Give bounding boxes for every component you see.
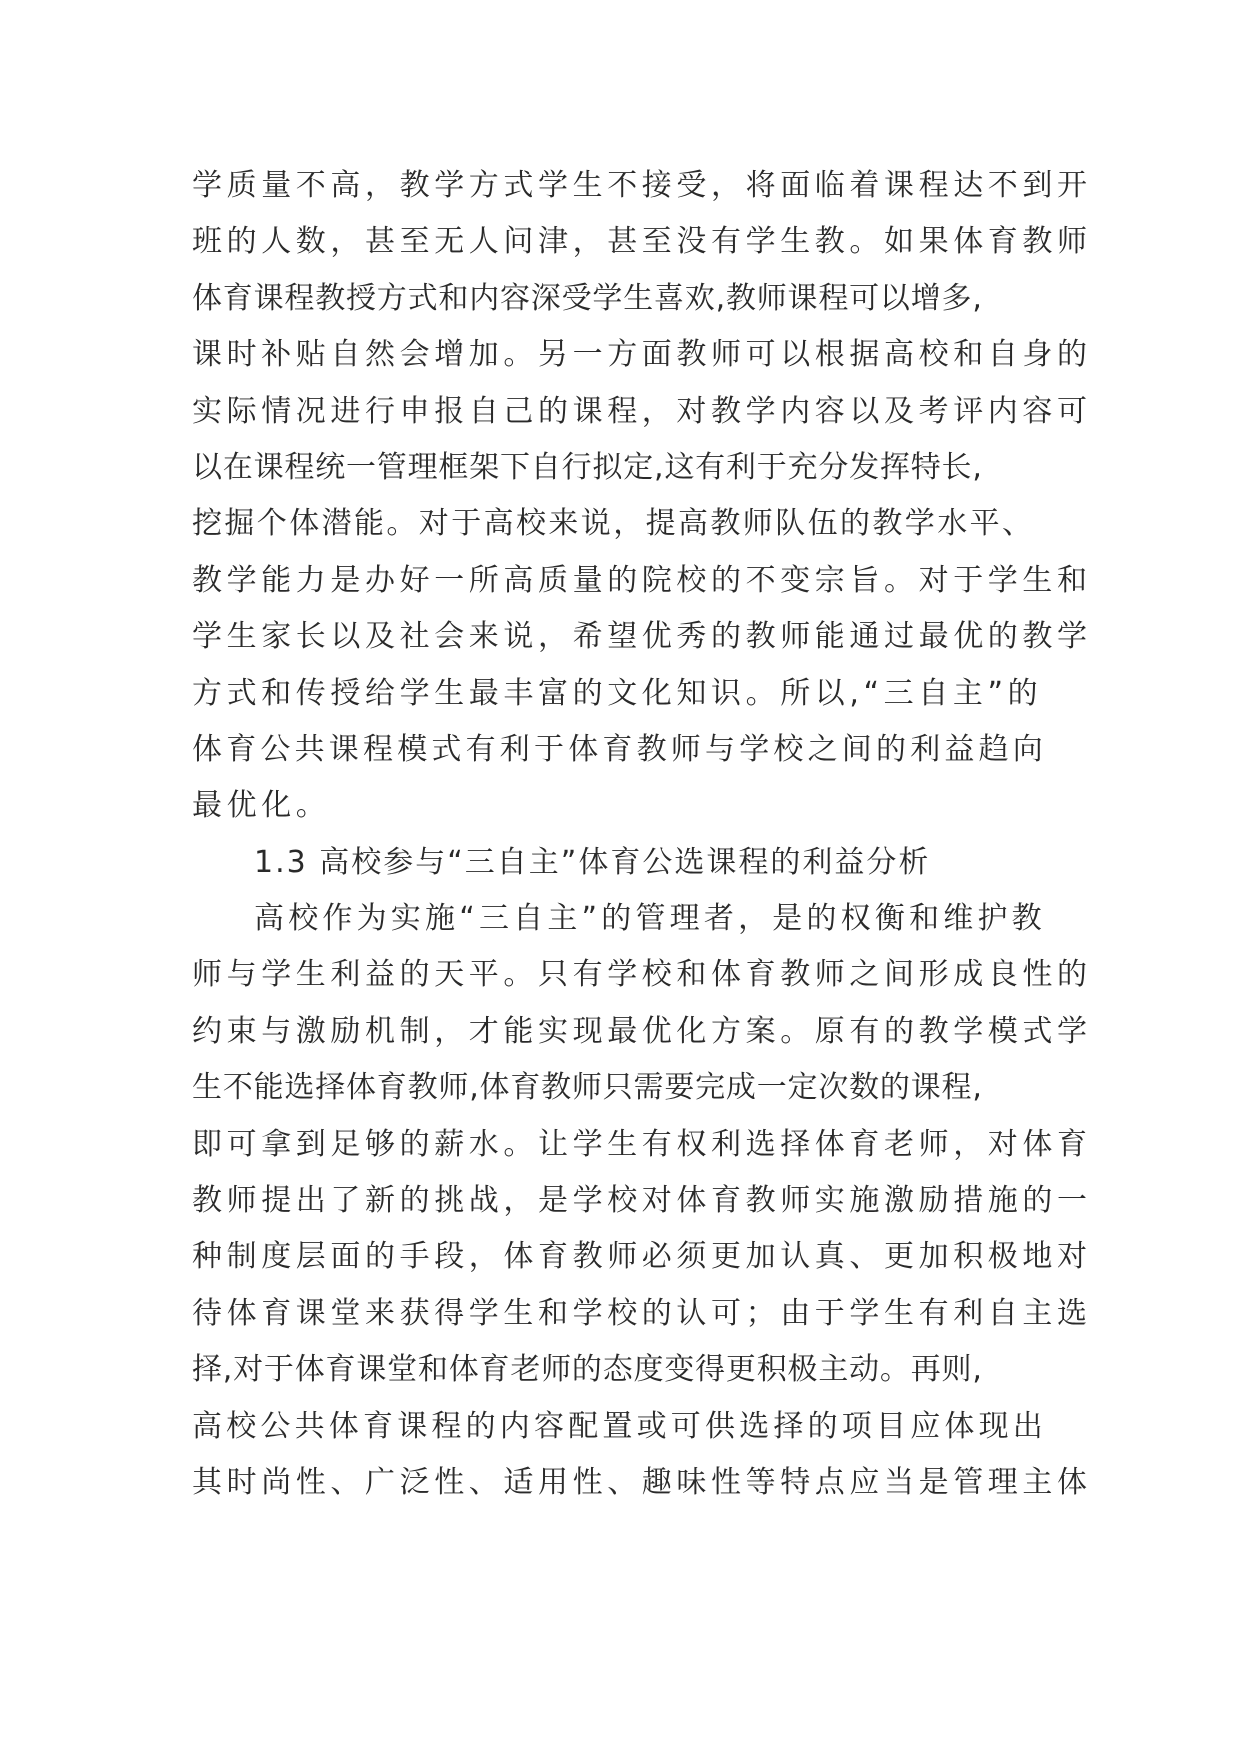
- text-line: 以在课程统一管理框架下自行拟定,这有利于充分发挥特长,: [192, 449, 983, 485]
- text-line: 学生家长以及社会来说，希望优秀的教师能通过最优的教学: [192, 619, 1092, 655]
- text-line: 约束与激励机制，才能实现最优化方案。原有的教学模式学: [192, 1013, 1092, 1049]
- text-line: 课时补贴自然会增加。另一方面教师可以根据高校和自身的: [192, 337, 1092, 373]
- text-line: 挖掘个体潜能。对于高校来说，提高教师队伍的教学水平、: [192, 506, 1035, 542]
- text-line: 其时尚性、广泛性、适用性、趣味性等特点应当是管理主体: [192, 1464, 1092, 1500]
- text-line: 待体育课堂来获得学生和学校的认可；由于学生有利自主选: [192, 1295, 1092, 1331]
- text-line: 体育公共课程模式有利于体育教师与学校之间的利益趋向: [192, 731, 1047, 767]
- text-line: 高校作为实施“三自主”的管理者，是的权衡和维护教: [254, 901, 1046, 937]
- text-line: 择,对于体育课堂和体育老师的态度变得更积极主动。再则,: [192, 1352, 983, 1388]
- text-line: 生不能选择体育教师,体育教师只需要完成一定次数的课程,: [192, 1070, 983, 1106]
- text-line: 教师提出了新的挑战，是学校对体育教师实施激励措施的一: [192, 1183, 1092, 1219]
- text-line: 班的人数，甚至无人问津，甚至没有学生教。如果体育教师: [192, 224, 1092, 260]
- text-line: 方式和传授给学生最丰富的文化知识。所以,“三自主”的: [192, 675, 1043, 711]
- text-line: 即可拿到足够的薪水。让学生有权利选择体育老师，对体育: [192, 1126, 1092, 1162]
- text-line: 实际情况进行申报自己的课程，对教学内容以及考评内容可: [192, 393, 1092, 429]
- text-line: 学质量不高，教学方式学生不接受，将面临着课程达不到开: [192, 168, 1092, 203]
- text-line: 最优化。: [192, 788, 331, 824]
- text-line: 师与学生利益的天平。只有学校和体育教师之间形成良性的: [192, 957, 1092, 993]
- text-line: 体育课程教授方式和内容深受学生喜欢,教师课程可以增多,: [192, 280, 983, 316]
- body-text: [192, 158, 1092, 1511]
- section-heading: 1.3 高校参与“三自主”体育公选课程的利益分析: [254, 844, 931, 880]
- text-line: 高校公共体育课程的内容配置或可供选择的项目应体现出: [192, 1408, 1047, 1444]
- text-line: 种制度层面的手段，体育教师必须更加认真、更加积极地对: [192, 1239, 1092, 1275]
- text-line: 教学能力是办好一所高质量的院校的不变宗旨。对于学生和: [192, 562, 1092, 598]
